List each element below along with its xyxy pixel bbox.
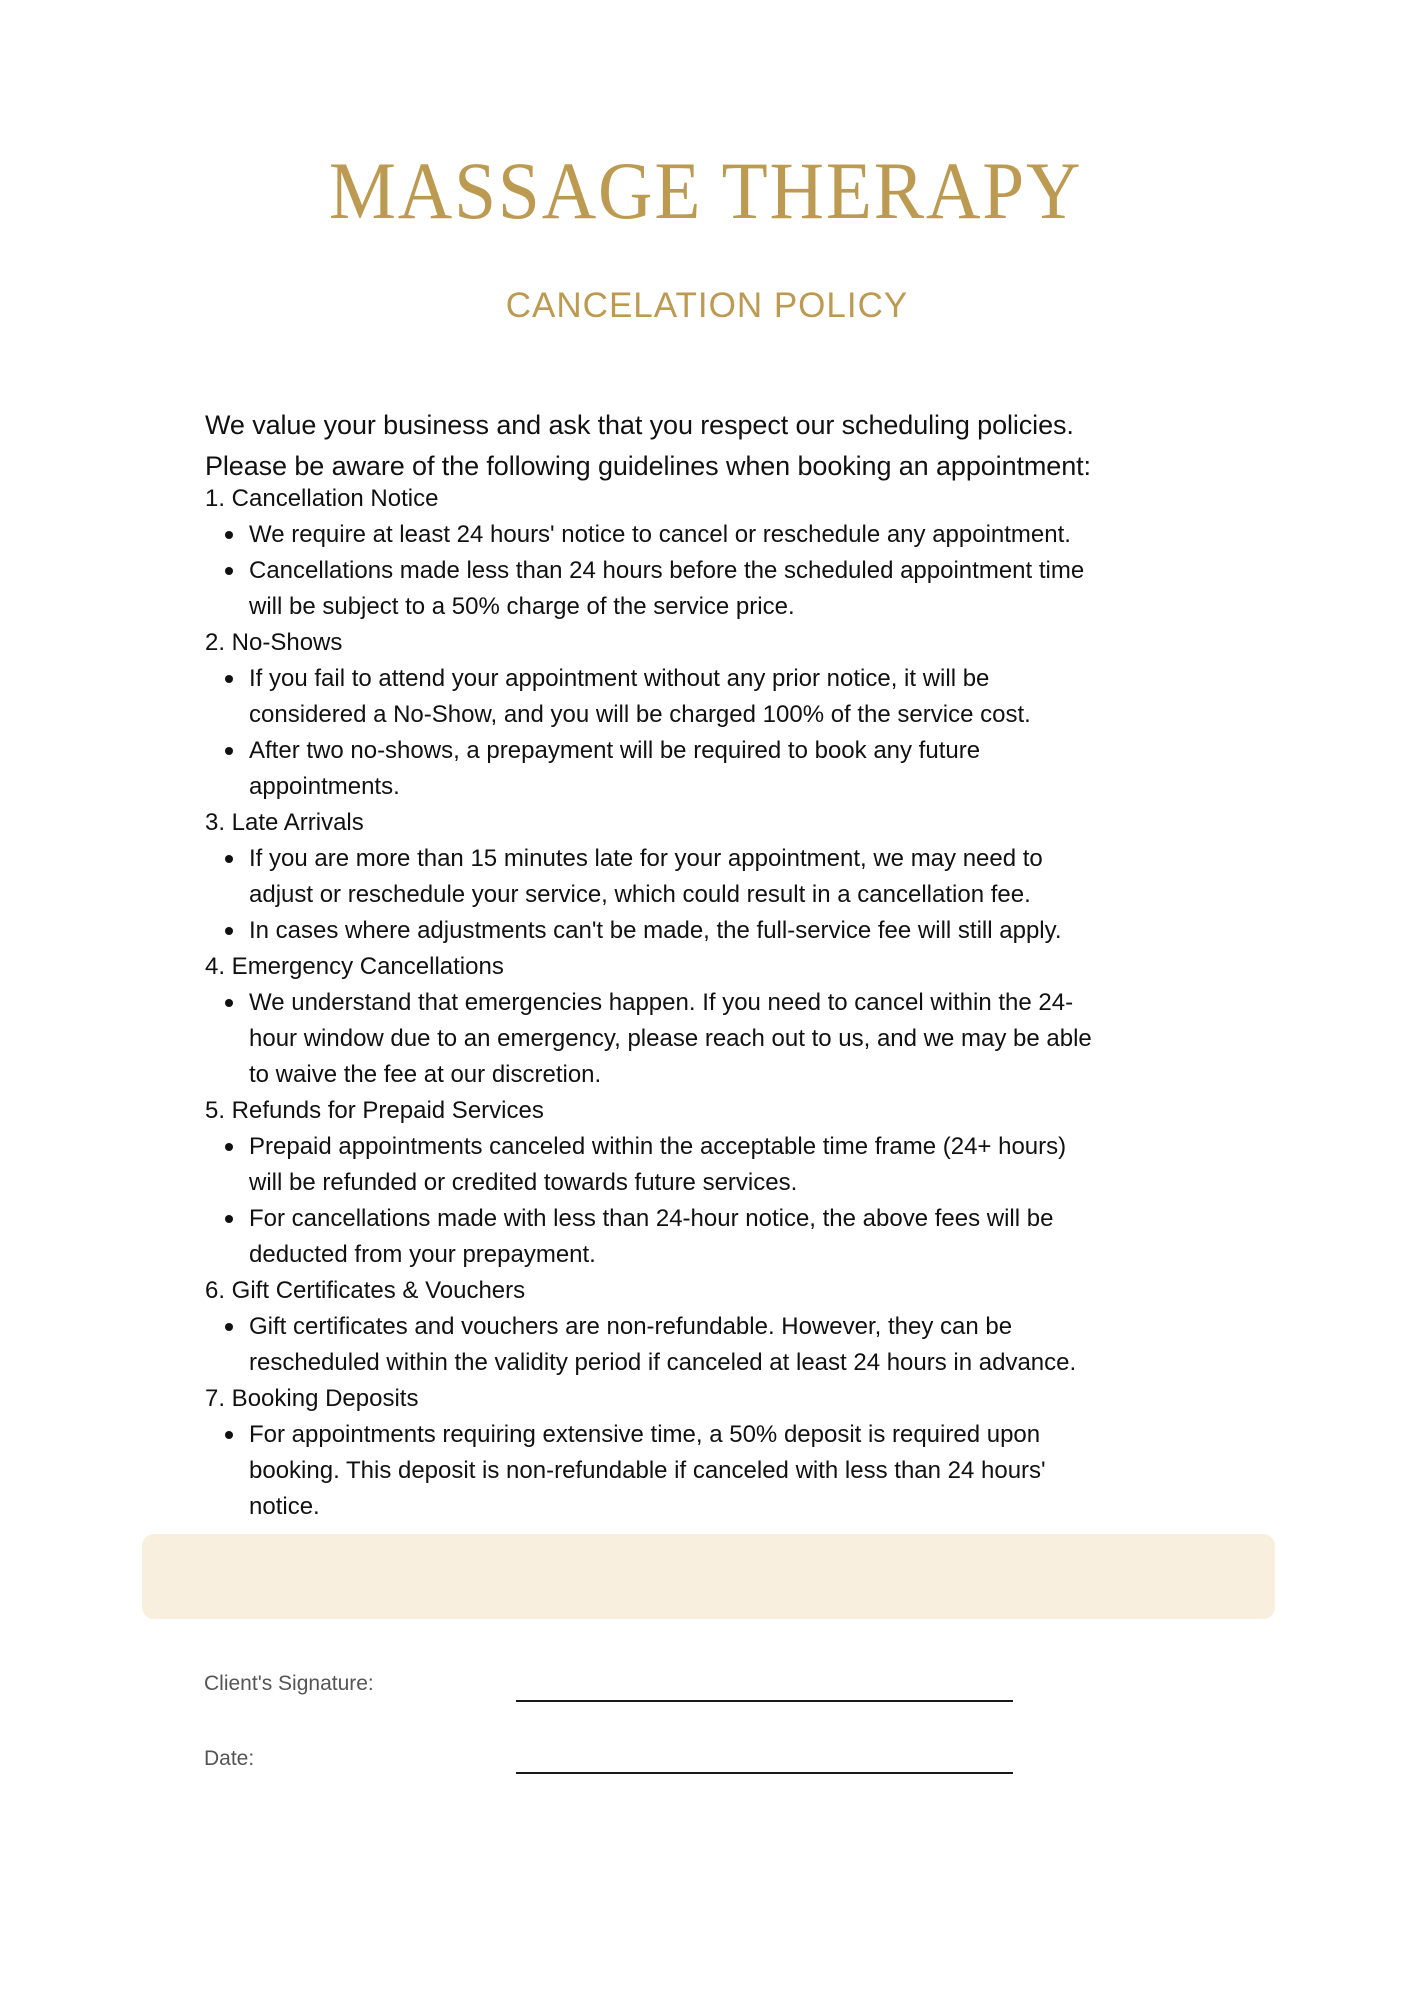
section-heading: 4. Emergency Cancellations: [205, 953, 504, 980]
bullet-text: notice.: [249, 1493, 320, 1520]
section-gift-certificates: [205, 1273, 1265, 1381]
bullet-text: deducted from your prepayment.: [249, 1241, 596, 1268]
intro-line: Please be aware of the following guidelines when booking an appointment:: [205, 451, 1091, 481]
bullet-text: For appointments requiring extensive time, a 50% deposit is required upon: [249, 1421, 1041, 1448]
intro-paragraph: [205, 405, 1265, 487]
client-signature-label: Client's Signature:: [204, 1672, 374, 1695]
bullet-list: [205, 841, 1265, 949]
bullet-icon: [225, 1323, 233, 1331]
list-item: [205, 1417, 1265, 1525]
section-late-arrivals: [205, 805, 1265, 949]
intro-line: We value your business and ask that you respect our scheduling policies.: [205, 410, 1074, 440]
bullet-list: [205, 985, 1265, 1093]
bullet-text: will be refunded or credited towards future services.: [249, 1169, 798, 1196]
list-item: [205, 733, 1265, 805]
date-row: [204, 1747, 1024, 1787]
section-booking-deposits: [205, 1381, 1265, 1525]
list-item: [205, 913, 1265, 949]
bullet-icon: [225, 531, 233, 539]
section-emergency-cancellations: [205, 949, 1265, 1093]
bullet-text: In cases where adjustments can't be made, the full-service fee will still apply.: [249, 917, 1062, 944]
list-item: [205, 1201, 1265, 1273]
bullet-text: If you are more than 15 minutes late for your appointment, we may need to: [249, 845, 1043, 872]
bullet-text: appointments.: [249, 773, 400, 800]
section-heading: 6. Gift Certificates & Vouchers: [205, 1277, 526, 1304]
list-item: [205, 841, 1265, 913]
section-heading: 3. Late Arrivals: [205, 809, 364, 836]
section-no-shows: [205, 625, 1265, 805]
list-item: [205, 553, 1265, 625]
bullet-icon: [225, 927, 233, 935]
list-item: [205, 517, 1265, 553]
section-heading: 7. Booking Deposits: [205, 1385, 419, 1412]
date-label: Date:: [204, 1747, 255, 1770]
bullet-icon: [225, 999, 233, 1007]
section-heading: 1. Cancellation Notice: [205, 485, 439, 512]
bullet-list: [205, 1129, 1265, 1273]
list-item: [205, 661, 1265, 733]
section-refunds-prepaid: [205, 1093, 1265, 1273]
bullet-text: If you fail to attend your appointment without any prior notice, it will be: [249, 665, 990, 692]
bullet-text: We understand that emergencies happen. If you need to cancel within the 24-: [249, 989, 1074, 1016]
bullet-list: [205, 1417, 1265, 1525]
section-cancellation-notice: [205, 481, 1265, 625]
bullet-list: [205, 517, 1265, 625]
list-item: [205, 1129, 1265, 1201]
section-heading: 2. No-Shows: [205, 629, 343, 656]
date-line[interactable]: [516, 1772, 1013, 1774]
client-signature-row: [204, 1672, 1024, 1712]
bullet-icon: [225, 1431, 233, 1439]
bullet-text: to waive the fee at our discretion.: [249, 1061, 602, 1088]
bullet-icon: [225, 567, 233, 575]
bullet-icon: [225, 1143, 233, 1151]
client-signature-line[interactable]: [516, 1700, 1013, 1702]
bullet-text: We require at least 24 hours' notice to cancel or reschedule any appointment.: [249, 521, 1071, 548]
bullet-text: hour window due to an emergency, please reach out to us, and we may be able: [249, 1025, 1092, 1052]
bullet-text: will be subject to a 50% charge of the service price.: [249, 593, 795, 620]
section-heading: 5. Refunds for Prepaid Services: [205, 1097, 544, 1124]
bullet-text: Prepaid appointments canceled within the acceptable time frame (24+ hours): [249, 1133, 1067, 1160]
bullet-icon: [225, 1215, 233, 1223]
bullet-text: For cancellations made with less than 24-hour notice, the above fees will be: [249, 1205, 1054, 1232]
highlight-box: [142, 1534, 1275, 1619]
page-subtitle: CANCELATION POLICY: [505, 286, 909, 325]
bullet-icon: [225, 747, 233, 755]
list-item: [205, 985, 1265, 1093]
bullet-text: considered a No-Show, and you will be charged 100% of the service cost.: [249, 701, 1031, 728]
bullet-icon: [225, 855, 233, 863]
list-item: [205, 1309, 1265, 1381]
bullet-text: After two no-shows, a prepayment will be required to book any future: [249, 737, 981, 764]
bullet-text: adjust or reschedule your service, which could result in a cancellation fee.: [249, 881, 1031, 908]
bullet-icon: [225, 675, 233, 683]
bullet-list: [205, 1309, 1265, 1381]
bullet-text: booking. This deposit is non-refundable if canceled with less than 24 hours': [249, 1457, 1046, 1484]
bullet-text: Cancellations made less than 24 hours before the scheduled appointment time: [249, 557, 1085, 584]
bullet-text: rescheduled within the validity period if canceled at least 24 hours in advance.: [249, 1349, 1077, 1376]
policy-body: [205, 405, 1265, 1525]
bullet-list: [205, 661, 1265, 805]
page-title: MASSAGE THERAPY: [328, 145, 1083, 236]
bullet-text: Gift certificates and vouchers are non-refundable. However, they can be: [249, 1313, 1013, 1340]
